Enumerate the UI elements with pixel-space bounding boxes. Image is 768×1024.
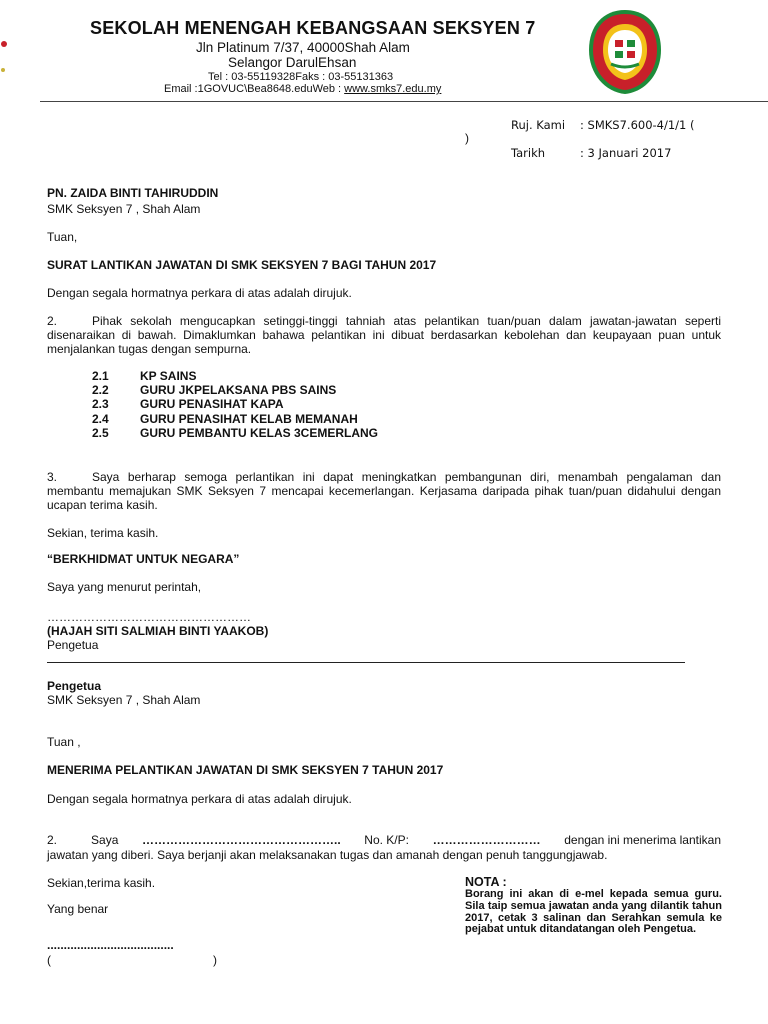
opening-line: Dengan segala hormatnya perkara di atas adalah dirujuk. [47, 286, 352, 300]
reply-signature-dots[interactable]: ...................................... [47, 938, 174, 952]
reply-para2-number: 2. [47, 833, 58, 847]
reply-salutation: Tuan , [47, 735, 81, 749]
reply-para2-line2: jawatan yang diberi. Saya berjanji akan melaksanakan tugas dan amanah dengan penuh tanggungjawab. [47, 848, 608, 862]
address-line-2: Selangor DarulEhsan [228, 55, 357, 70]
signatory-title: Pengetua [47, 638, 99, 652]
list-item: 2.1 KP SAINS [92, 369, 197, 383]
signature-dots: …………………………………………… [47, 610, 251, 624]
reply-to-place: SMK Seksyen 7 , Shah Alam [47, 693, 201, 707]
website-link[interactable]: www.smks7.edu.my [344, 83, 442, 95]
para2-text: Pihak sekolah mengucapkan setinggi-tinggi tahniah atas pelantikan tuan/puan dalam jawatan-jawatan seperti disenaraikan di bawah. Dimaklumkan bahawa pelantikan ini dibuat berdasarkan kebolehan dan keupayaan puan untuk menjalankan tugas dengan sempurna. [47, 314, 721, 356]
recipient-name: PN. ZAIDA BINTI TAHIRUDDIN [47, 186, 219, 200]
reply-saya: Saya [91, 833, 119, 847]
email-line [164, 83, 441, 95]
para3-number: 3. [47, 470, 58, 484]
cut-line [47, 662, 685, 663]
positions-list [92, 369, 378, 440]
kp-blank[interactable]: ……………………… [432, 833, 541, 847]
address-line-1: Jln Platinum 7/37, 40000Shah Alam [196, 40, 410, 55]
list-item: 2.3 GURU PENASIHAT KAPA [92, 397, 284, 412]
school-name: SEKOLAH MENENGAH KEBANGSAAN SEKSYEN 7 [90, 18, 536, 38]
recipient-place: SMK Seksyen 7 , Shah Alam [47, 202, 201, 216]
para2-number: 2. [47, 314, 58, 328]
reply-opening: Dengan segala hormatnya perkara di atas adalah dirujuk. [47, 792, 352, 806]
reply-para2-line1 [47, 833, 721, 847]
para3-text: Saya berharap semoga perlantikan ini dapat meningkatkan pembangunan diri, menambah pengalaman dan membantu memajukan SMK Seksyen 7 mencapai kecemerlangan. Kerjasama daripada pihak tuan/puan didahului dengan ucapan terima kasih. [47, 470, 721, 512]
letter-subject: SURAT LANTIKAN JAWATAN DI SMK SEKSYEN 7 BAGI TAHUN 2017 [47, 258, 437, 272]
list-item: 2.5 GURU PEMBANTU KELAS 3CEMERLANG [92, 425, 379, 440]
email-text: Email :1GOVUC\Bea8648.eduWeb : [164, 83, 345, 95]
list-item: 2.2 GURU JKPELAKSANA PBS SAINS [92, 383, 337, 398]
yang-benar: Yang benar [47, 902, 109, 916]
salutation: Tuan, [47, 230, 78, 244]
nota-label: NOTA : [465, 875, 507, 889]
reply-para2-rest: dengan ini menerima lantikan [564, 833, 721, 847]
school-crest [587, 8, 663, 96]
motto: “BERKHIDMAT UNTUK NEGARA” [47, 552, 240, 566]
ruj-label: Ruj. Kami [511, 118, 566, 132]
sign-intro: Saya yang menurut perintah, [47, 580, 202, 594]
signatory-name: (HAJAH SITI SALMIAH BINTI YAAKOB) [47, 624, 269, 638]
left-edge-logo-fragment [0, 30, 14, 80]
name-blank[interactable]: ………………………………………….. [142, 833, 341, 847]
ruj-value: : SMKS7.600-4/1/1 ( [580, 118, 695, 132]
reply-paren-open: ( [47, 953, 51, 967]
reply-subject: MENERIMA PELANTIKAN JAWATAN DI SMK SEKSYEN 7 TAHUN 2017 [47, 763, 444, 777]
phone-line: Tel : 03-55119328Faks : 03-55131363 [208, 71, 394, 83]
reply-to-title: Pengetua [47, 679, 102, 693]
reply-paren-close: ) [213, 953, 217, 967]
tarikh-value: : 3 Januari 2017 [580, 146, 672, 160]
list-item: 2.4 GURU PENASIHAT KELAB MEMANAH [92, 411, 358, 426]
closing-line: Sekian, terima kasih. [47, 526, 159, 540]
ruj-close: ) [465, 131, 469, 145]
nota-text: Borang ini akan di e-mel kepada semua guru. Sila taip semua jawatan anda yang dilantik tahun 2017, cetak 3 salinan dan Serahkan semula ke pejabat untuk ditandatangan oleh Pengetua. [465, 888, 722, 936]
tarikh-label: Tarikh [511, 146, 546, 160]
kp-label: No. K/P: [364, 833, 409, 847]
reply-closing: Sekian,terima kasih. [47, 876, 156, 890]
header-divider [40, 101, 768, 102]
